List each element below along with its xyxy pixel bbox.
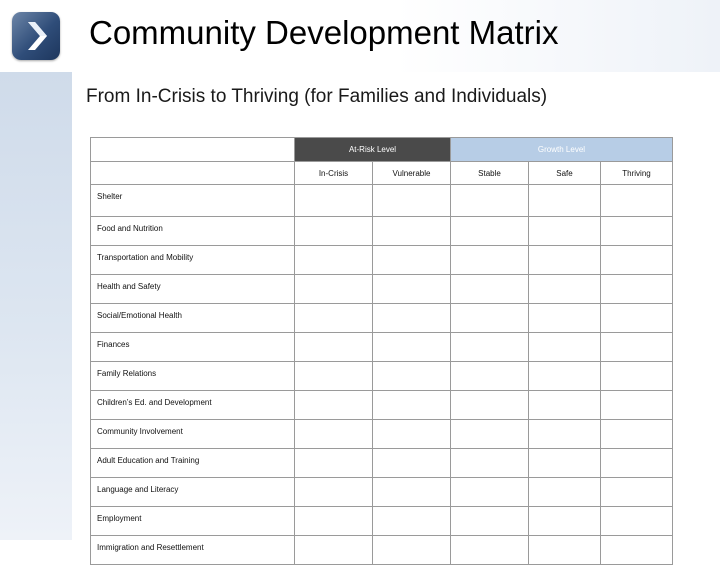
matrix-cell <box>373 217 451 246</box>
table-row <box>91 420 673 449</box>
matrix-cell <box>601 391 673 420</box>
column-header-in-crisis: In-Crisis <box>295 162 373 185</box>
at-risk-level-header: At-Risk Level <box>295 138 451 162</box>
matrix-cell <box>451 185 529 217</box>
table-row <box>91 478 673 507</box>
matrix-cell <box>451 420 529 449</box>
row-label: Health and Safety <box>91 275 295 304</box>
matrix-cell <box>529 185 601 217</box>
matrix-cell <box>529 246 601 275</box>
table-row <box>91 507 673 536</box>
matrix-cell <box>529 362 601 391</box>
table-row <box>91 391 673 420</box>
matrix-cell <box>451 362 529 391</box>
matrix-cell <box>373 275 451 304</box>
page-title: Community Development Matrix <box>89 14 559 51</box>
matrix-cell <box>373 362 451 391</box>
matrix-cell <box>295 478 373 507</box>
matrix-cell <box>295 362 373 391</box>
column-header-thriving: Thriving <box>601 162 673 185</box>
empty-label-header <box>91 162 295 185</box>
matrix-cell <box>451 333 529 362</box>
matrix-cell <box>373 391 451 420</box>
row-label: Children’s Ed. and Development <box>91 391 295 420</box>
row-label: Immigration and Resettlement <box>91 536 295 565</box>
matrix-cell <box>451 391 529 420</box>
matrix-cell <box>295 507 373 536</box>
column-header-stable: Stable <box>451 162 529 185</box>
matrix-cell <box>451 304 529 333</box>
table-row <box>91 333 673 362</box>
table-row <box>91 275 673 304</box>
matrix-cell <box>601 507 673 536</box>
row-label: Social/Emotional Health <box>91 304 295 333</box>
empty-corner-cell <box>91 138 295 162</box>
matrix-cell <box>373 185 451 217</box>
matrix-cell <box>451 246 529 275</box>
matrix-cell <box>373 449 451 478</box>
matrix-cell <box>295 333 373 362</box>
row-label: Food and Nutrition <box>91 217 295 246</box>
matrix-cell <box>295 217 373 246</box>
development-matrix-table <box>90 137 673 565</box>
table-row <box>91 185 673 217</box>
matrix-cell <box>295 420 373 449</box>
table-row <box>91 217 673 246</box>
table-row <box>91 449 673 478</box>
matrix-cell <box>601 304 673 333</box>
matrix-cell <box>529 420 601 449</box>
row-label: Finances <box>91 333 295 362</box>
growth-level-header: Growth Level <box>451 138 673 162</box>
chevron-right-icon <box>12 12 60 60</box>
row-label: Shelter <box>91 185 295 217</box>
table-row <box>91 362 673 391</box>
table-row <box>91 304 673 333</box>
column-header-row <box>91 162 673 185</box>
matrix-cell <box>373 304 451 333</box>
left-decorative-band <box>0 72 72 540</box>
matrix-cell <box>601 217 673 246</box>
matrix-cell <box>601 449 673 478</box>
matrix-cell <box>529 275 601 304</box>
matrix-cell <box>373 420 451 449</box>
matrix-cell <box>451 507 529 536</box>
matrix-cell <box>373 333 451 362</box>
matrix-cell <box>295 246 373 275</box>
matrix-cell <box>529 449 601 478</box>
matrix-cell <box>373 246 451 275</box>
matrix-cell <box>373 507 451 536</box>
matrix-cell <box>601 246 673 275</box>
matrix-cell <box>451 478 529 507</box>
row-label: Employment <box>91 507 295 536</box>
matrix-cell <box>601 275 673 304</box>
matrix-cell <box>529 217 601 246</box>
matrix-cell <box>601 478 673 507</box>
row-label: Adult Education and Training <box>91 449 295 478</box>
matrix-cell <box>295 304 373 333</box>
matrix-cell <box>295 185 373 217</box>
matrix-cell <box>529 478 601 507</box>
matrix-cell <box>601 420 673 449</box>
matrix-cell <box>451 217 529 246</box>
matrix-cell <box>295 275 373 304</box>
row-label: Community Involvement <box>91 420 295 449</box>
matrix-cell <box>601 185 673 217</box>
matrix-cell <box>529 333 601 362</box>
matrix-cell <box>529 304 601 333</box>
matrix-cell <box>451 275 529 304</box>
matrix-cell <box>451 449 529 478</box>
matrix-cell <box>373 478 451 507</box>
matrix-cell <box>295 449 373 478</box>
row-label: Transportation and Mobility <box>91 246 295 275</box>
row-label: Family Relations <box>91 362 295 391</box>
matrix-cell <box>295 391 373 420</box>
column-header-vulnerable: Vulnerable <box>373 162 451 185</box>
slide-header <box>0 0 720 72</box>
matrix-cell <box>601 333 673 362</box>
matrix-cell <box>529 391 601 420</box>
row-label: Language and Literacy <box>91 478 295 507</box>
group-header-row <box>91 138 673 162</box>
matrix-cell <box>529 507 601 536</box>
table-row <box>91 246 673 275</box>
page-subtitle: From In-Crisis to Thriving (for Families and Individuals) <box>86 86 548 107</box>
column-header-safe: Safe <box>529 162 601 185</box>
matrix-cell <box>601 362 673 391</box>
